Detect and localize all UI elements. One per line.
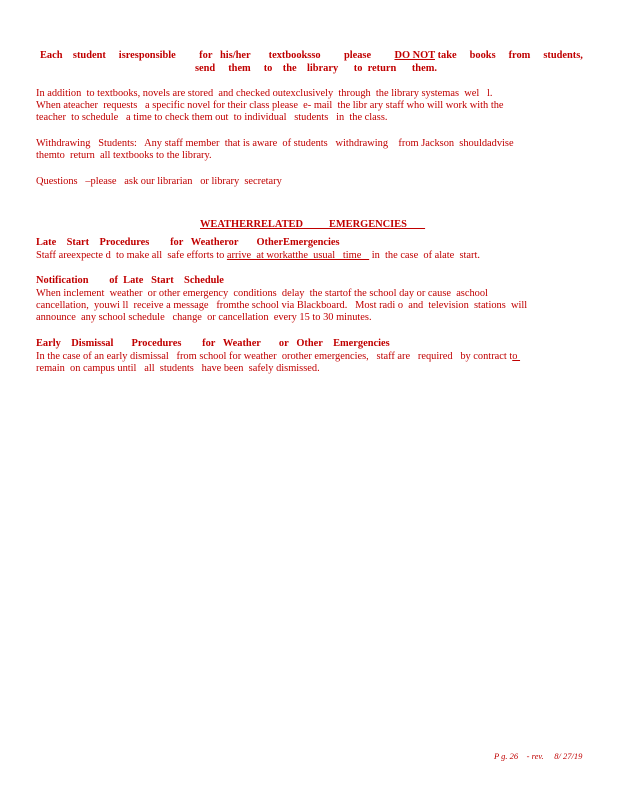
arrive-on-time-emphasis: arrive at workatthe usual time	[226, 250, 370, 261]
notice-text-b: take books from students,	[434, 50, 583, 61]
late-start-body-a: Staff areexpecte d to make all safe efforts to	[36, 250, 227, 261]
addition-line-3: teacher to schedule a time to check them out to individual students in the class.	[36, 112, 388, 123]
do-not-emphasis: DO NOT	[394, 50, 435, 61]
early-dismissal-underlined: o	[512, 351, 521, 362]
late-start-body	[36, 250, 480, 262]
withdrawing-line-1: Withdrawing Students: Any staff member that is aware of students withdrawing from Jackson shouldadvise	[36, 138, 514, 149]
withdrawing-line-2: themto return all textbooks to the library.	[36, 150, 212, 161]
notification-line-2: cancellation, youwi ll receive a message fromthe school via Blackboard. Most radi o and television stations will	[36, 300, 528, 311]
weather-emergencies-title: WEATHERRELATED EMERGENCIES	[200, 219, 426, 230]
early-dismissal-line-1	[36, 351, 520, 363]
early-dismissal-line-2: remain on campus until all students have been safely dismissed.	[36, 363, 320, 374]
late-start-body-b: in the case of alate start.	[369, 250, 480, 261]
notification-line-1: When inclement weather or other emergency conditions delay the startof the school day or cause aschool	[36, 288, 488, 299]
textbook-notice-line2: send them to the library to return them.	[195, 63, 437, 74]
early-dismissal-heading: Early Dismissal Procedures for Weather or Other Emergencies	[36, 338, 390, 349]
notification-line-3: announce any school schedule change or cancellation every 15 to 30 minutes.	[36, 312, 372, 323]
addition-line-2: When ateacher requests a specific novel for their class please e- mail the libr ary staff who will work with the	[36, 100, 504, 111]
late-start-heading: Late Start Procedures for Weatheror OtherEmergencies	[36, 237, 340, 248]
addition-line-1: In addition to textbooks, novels are stored and checked outexclusively through the library systemas wel l.	[36, 88, 493, 99]
questions-line: Questions –please ask our librarian or library secretary	[36, 176, 282, 187]
textbook-notice-line1	[40, 50, 583, 63]
notification-heading: Notification of Late Start Schedule	[36, 275, 224, 286]
notice-text-a: Each student isresponsible for his/her textbooksso please	[40, 50, 395, 61]
page-footer: P g. 26 - rev. 8/ 27/19	[494, 751, 583, 761]
early-dismissal-text-a: In the case of an early dismissal from school for weather orother emergencies, staff are required by contract t	[36, 351, 513, 362]
